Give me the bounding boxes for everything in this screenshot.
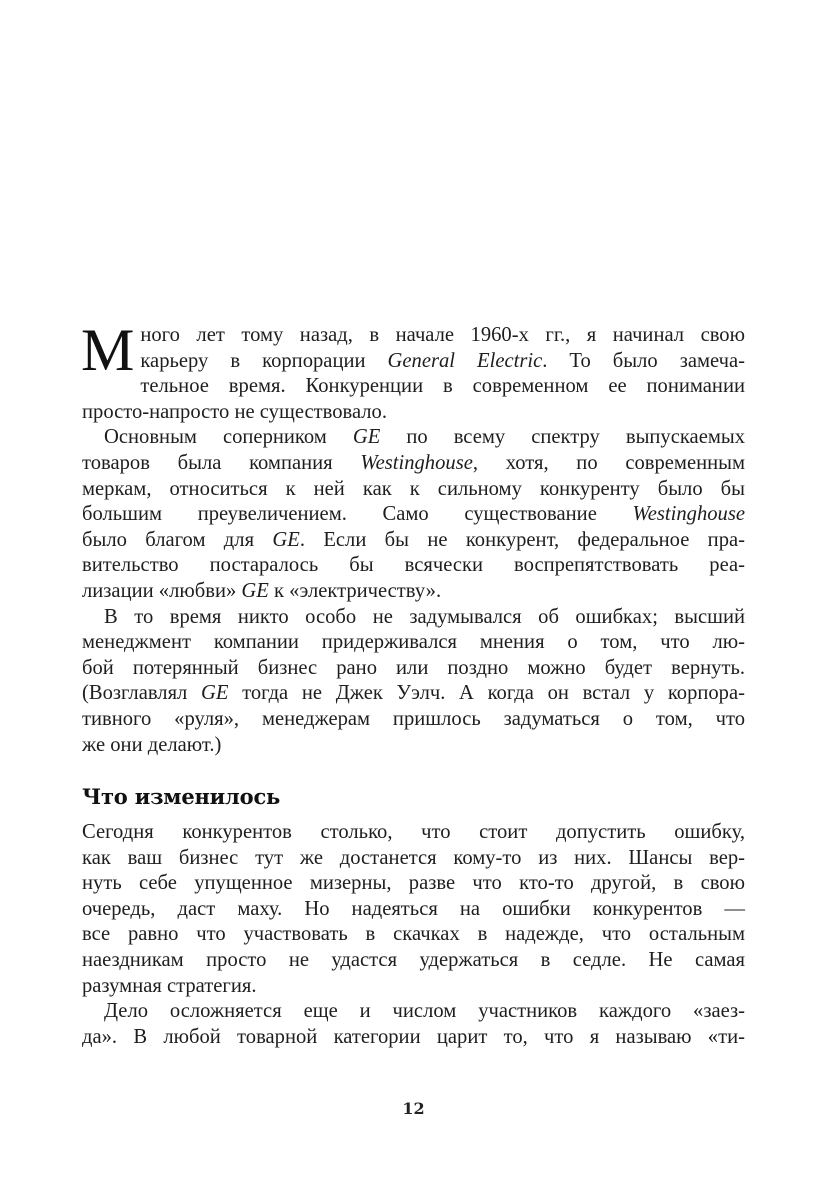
section-heading: Что изменилось [82, 784, 281, 810]
text-line: Сегодня конкурентов столько, что стоит допустить ошибку, [82, 821, 745, 844]
text-line: тивного «руля», менеджерам пришлось задуматься о том, что [82, 707, 745, 730]
text-line: тельное время. Конкуренции в современном ее понимании [140, 375, 745, 398]
page-number: 12 [402, 1099, 425, 1118]
text-line: (Возглавлял GE тогда не Джек Уэлч. А когда он встал у корпора- [82, 682, 745, 705]
text-line: как ваш бизнес тут же достанется кому-то из них. Шансы вер- [82, 846, 745, 869]
text-line: В то время никто особо не задумывался об ошибках; высший [104, 605, 745, 628]
text-line: большим преувеличением. Само существование Westinghouse [82, 503, 745, 526]
italic-term: Westinghouse [632, 503, 745, 526]
text-line: карьеру в корпорации General Electric. То было замеча- [140, 349, 746, 372]
text-line: просто-напросто не существовало. [82, 400, 387, 423]
text-line: же они делают.) [82, 733, 222, 756]
italic-term: General Electric [387, 349, 543, 372]
text-line: вительство постаралось бы всячески воспрепятствовать реа- [82, 554, 745, 577]
italic-term: Westinghouse [360, 451, 473, 474]
paragraph [82, 999, 745, 1050]
italic-term: GE [272, 528, 300, 551]
italic-term: GE [241, 579, 269, 602]
italic-term: GE [201, 682, 229, 705]
text-line: меркам, относиться к ней как к сильному конкуренту было бы [82, 477, 745, 500]
text-line: все равно что участвовать в скачках в надежде, что остальным [82, 923, 745, 946]
text-line: очередь, даст маху. Но надеяться на ошибки конкурентов — [82, 897, 745, 920]
text-line: Основным соперником GE по всему спектру выпускаемых [104, 426, 745, 449]
paragraph [81, 317, 746, 425]
body-text [81, 317, 746, 1050]
text-line: лизации «любви» GE к «электричеству». [82, 579, 442, 602]
text-line: Дело осложняется еще и числом участников каждого «заез- [104, 1000, 745, 1023]
paragraph [82, 425, 745, 604]
text-line: разумная стратегия. [82, 974, 257, 997]
drop-cap: М [81, 317, 135, 383]
text-line: ного лет тому назад, в начале 1960-х гг., я начинал свою [140, 324, 745, 346]
text-line: наездникам просто не удастся удержаться в седле. Не самая [82, 949, 745, 972]
text-line: было благом для GE. Если бы не конкурент, федеральное пра- [82, 528, 745, 551]
text-line: нуть себе упущенное мизерны, разве что кто-то другой, в свою [82, 872, 745, 895]
text-line: менеджмент компании придерживался мнения о том, что лю- [82, 631, 745, 654]
italic-term: GE [352, 426, 381, 449]
text-line: бой потерянный бизнес рано или поздно можно будет вернуть. [82, 656, 745, 679]
paragraph [82, 605, 745, 759]
book-page [82, 0, 745, 1200]
paragraph [82, 820, 745, 999]
text-line: да». В любой товарной категории царит то, что я называю «ти- [82, 1025, 745, 1048]
text-line: товаров была компания Westinghouse, хотя, по современным [82, 451, 745, 474]
